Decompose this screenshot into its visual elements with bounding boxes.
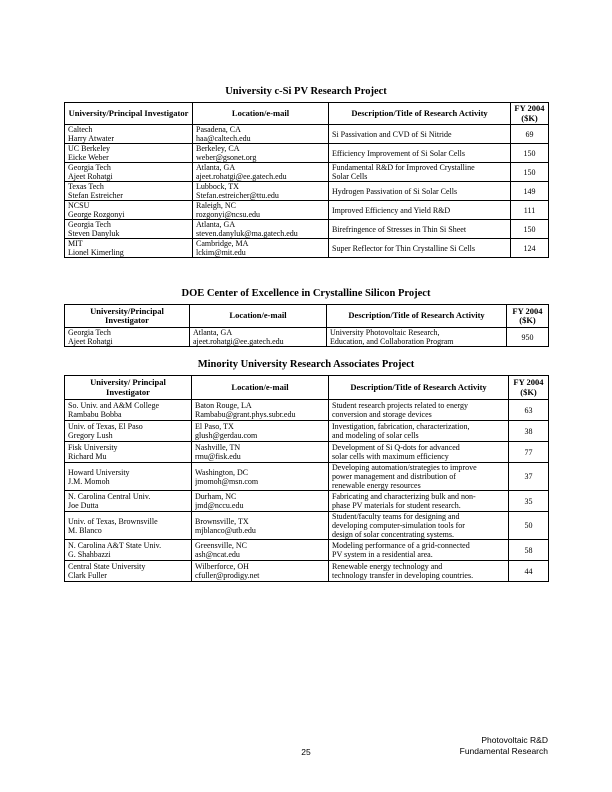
col-header-location: Location/e-mail — [192, 376, 329, 400]
cell-text: ash@ncat.edu — [195, 550, 240, 559]
location-cell — [192, 421, 329, 442]
cell-text: Ajeet Rohatgi — [68, 172, 113, 181]
investigator-cell — [65, 442, 192, 463]
cell-text: Univ. of Texas, El Paso — [68, 422, 143, 431]
cell-text: developing computer-simulation tools for — [332, 521, 465, 530]
cell-text: rozgonyi@ncsu.edu — [196, 210, 261, 219]
cell-text: Lionel Kimerling — [68, 248, 124, 257]
investigator-cell — [65, 220, 193, 239]
cell-text: lckim@mit.edu — [196, 248, 246, 257]
cell-text: Harry Atwater — [68, 134, 114, 143]
table-header-row — [65, 305, 549, 328]
cell-text: Hydrogen Passivation of Si Solar Cells — [332, 186, 458, 196]
location-cell — [192, 512, 329, 540]
description-cell — [329, 442, 509, 463]
description-cell — [329, 463, 509, 491]
cell-text: Fabricating and characterizing bulk and non- — [332, 492, 476, 501]
section-title-csi-pv: University c-Si PV Research Project — [225, 86, 387, 97]
cell-text: renewable energy resources — [332, 481, 421, 490]
investigator-cell — [65, 400, 192, 421]
table-row — [65, 561, 549, 582]
cell-text: Stefan.estreicher@ttu.edu — [196, 191, 279, 200]
cell-text: Howard University — [68, 467, 130, 477]
description-cell — [329, 239, 511, 258]
cell-text: Rambabu Bobba — [68, 410, 122, 419]
location-cell — [193, 239, 329, 258]
amount-cell: 44 — [509, 561, 549, 582]
cell-text: Improved Efficiency and Yield R&D — [332, 205, 451, 215]
table-row — [65, 328, 549, 347]
investigator-cell — [65, 512, 192, 540]
cell-text: J.M. Momoh — [68, 476, 110, 486]
section-title-doe-center: DOE Center of Excellence in Crystalline Silicon Project — [181, 288, 431, 299]
cell-text: phase PV materials for student research. — [332, 501, 461, 510]
cell-text: Efficiency Improvement of Si Solar Cells — [332, 148, 465, 158]
cell-text: Georgia Tech — [68, 163, 111, 172]
investigator-cell — [65, 421, 192, 442]
amount-cell: 50 — [509, 512, 549, 540]
cell-text: conversion and storage devices — [332, 410, 432, 419]
col-header-fy2004: FY 2004 ($K) — [509, 376, 549, 400]
investigator-cell — [65, 182, 193, 201]
location-cell — [192, 463, 329, 491]
table-row — [65, 540, 549, 561]
col-header-location: Location/e-mail — [190, 305, 327, 328]
cell-text: Super Reflector for Thin Crystalline Si Cells — [332, 243, 475, 253]
location-cell — [193, 163, 329, 182]
investigator-cell — [65, 201, 193, 220]
location-cell — [193, 144, 329, 163]
table-row — [65, 400, 549, 421]
cell-text: Student research projects related to energy — [332, 401, 469, 410]
table-row — [65, 220, 549, 239]
cell-text: mjblanco@utb.edu — [195, 525, 256, 535]
description-cell — [327, 328, 507, 347]
table-minority-univ — [64, 375, 549, 582]
cell-text: Education, and Collaboration Program — [330, 337, 454, 346]
location-cell — [193, 182, 329, 201]
cell-text: Fundamental R&D for Improved Crystalline — [332, 163, 475, 172]
location-cell — [190, 328, 327, 347]
col-header-investigator: University/Principal Investigator — [65, 103, 193, 125]
cell-text: ajeet.rohatgi@ee.gatech.edu — [196, 172, 287, 181]
location-cell — [192, 561, 329, 582]
table-row — [65, 421, 549, 442]
table-csi-pv — [64, 102, 549, 258]
cell-text: Washington, DC — [195, 467, 249, 477]
cell-text: rmu@fisk.edu — [195, 452, 241, 461]
table-row — [65, 182, 549, 201]
amount-cell: 38 — [509, 421, 549, 442]
cell-text: Richard Mu — [68, 452, 107, 461]
table-doe-center — [64, 304, 549, 347]
investigator-cell — [65, 491, 192, 512]
table-row — [65, 125, 549, 144]
table-row — [65, 512, 549, 540]
location-cell — [192, 442, 329, 463]
col-header-description: Description/Title of Research Activity — [327, 305, 507, 328]
cell-text: University Photovoltaic Research, — [330, 328, 440, 337]
cell-text: Greensville, NC — [195, 541, 247, 550]
table-header-row — [65, 376, 549, 400]
cell-text: Nashville, TN — [195, 443, 241, 452]
table-row — [65, 163, 549, 182]
location-cell — [192, 400, 329, 421]
cell-text: MIT — [68, 239, 83, 248]
description-cell — [329, 540, 509, 561]
cell-text: Modeling performance of a grid-connected — [332, 541, 470, 550]
cell-text: solar cells with maximum efficiency — [332, 452, 449, 461]
col-header-investigator: University/ Principal Investigator — [65, 376, 192, 400]
col-header-fy2004: FY 2004 ($K) — [507, 305, 549, 328]
investigator-cell — [65, 328, 190, 347]
amount-cell: 69 — [511, 125, 549, 144]
table-row — [65, 491, 549, 512]
amount-cell: 35 — [509, 491, 549, 512]
table-row — [65, 144, 549, 163]
cell-text: steven.danyluk@ma.gatech.edu — [196, 229, 298, 238]
description-cell — [329, 421, 509, 442]
description-cell — [329, 220, 511, 239]
cell-text: Central State University — [68, 562, 146, 571]
location-cell — [193, 125, 329, 144]
cell-text: Raleigh, NC — [196, 201, 236, 210]
amount-cell: 111 — [511, 201, 549, 220]
description-cell — [329, 201, 511, 220]
investigator-cell — [65, 163, 193, 182]
col-header-fy2004: FY 2004 ($K) — [511, 103, 549, 125]
cell-text: Atlanta, GA — [196, 163, 236, 172]
description-cell — [329, 512, 509, 540]
table-row — [65, 239, 549, 258]
cell-text: Lubbock, TX — [196, 182, 239, 191]
cell-text: Atlanta, GA — [196, 220, 236, 229]
location-cell — [193, 201, 329, 220]
cell-text: Caltech — [68, 125, 93, 134]
amount-cell: 150 — [511, 220, 549, 239]
location-cell — [192, 491, 329, 512]
cell-text: Baton Rouge, LA — [195, 401, 252, 410]
cell-text: Pasadena, CA — [196, 125, 241, 134]
investigator-cell — [65, 125, 193, 144]
cell-text: power management and distribution of — [332, 472, 456, 481]
cell-text: El Paso, TX — [195, 422, 234, 431]
cell-text: jmd@nccu.edu — [195, 501, 244, 510]
description-cell — [329, 144, 511, 163]
col-header-description: Description/Title of Research Activity — [329, 103, 511, 125]
section-title-minority-univ: Minority University Research Associates Project — [197, 359, 415, 370]
table-row — [65, 442, 549, 463]
col-header-location: Location/e-mail — [193, 103, 329, 125]
cell-text: Georgia Tech — [68, 220, 111, 229]
amount-cell: 77 — [509, 442, 549, 463]
investigator-cell — [65, 144, 193, 163]
cell-text: Texas Tech — [68, 182, 104, 191]
amount-cell: 37 — [509, 463, 549, 491]
cell-text: Investigation, fabrication, characterization, — [332, 422, 470, 431]
amount-cell: 150 — [511, 144, 549, 163]
footer-subsection-title: Fundamental Research — [459, 746, 548, 756]
table-header-row — [65, 103, 549, 125]
investigator-cell — [65, 540, 192, 561]
cell-text: G. Shahbazzi — [68, 550, 111, 559]
amount-cell: 63 — [509, 400, 549, 421]
cell-text: Steven Danyluk — [68, 229, 120, 238]
cell-text: jmomoh@msn.com — [195, 476, 259, 486]
cell-text: Ajeet Rohatgi — [68, 337, 113, 346]
cell-text: Development of Si Q-dots for advanced — [332, 443, 460, 452]
cell-text: and modeling of solar cells — [332, 431, 419, 440]
cell-text: UC Berkeley — [68, 144, 110, 153]
investigator-cell — [65, 463, 192, 491]
cell-text: Univ. of Texas, Brownsville — [68, 516, 158, 526]
cell-text: Atlanta, GA — [193, 328, 233, 337]
description-cell — [329, 491, 509, 512]
description-cell — [329, 163, 511, 182]
cell-text: glush@gerdau.com — [195, 431, 258, 440]
col-header-description: Description/Title of Research Activity — [329, 376, 509, 400]
cell-text: NCSU — [68, 201, 90, 210]
location-cell — [193, 220, 329, 239]
cell-text: Wilberforce, OH — [195, 562, 249, 571]
cell-text: N. Carolina Central Univ. — [68, 492, 151, 501]
cell-text: Durham, NC — [195, 492, 237, 501]
cell-text: Stefan Estreicher — [68, 191, 123, 200]
cell-text: PV system in a residential area. — [332, 550, 433, 559]
cell-text: weber@gsonet.org — [196, 153, 257, 162]
cell-text: N. Carolina A&T State Univ. — [68, 541, 162, 550]
cell-text: Eicke Weber — [68, 153, 109, 162]
cell-text: Berkeley, CA — [196, 144, 240, 153]
cell-text: Cambridge, MA — [196, 239, 249, 248]
cell-text: Brownsville, TX — [195, 516, 249, 526]
amount-cell: 124 — [511, 239, 549, 258]
amount-cell: 950 — [507, 328, 549, 347]
table-row — [65, 201, 549, 220]
cell-text: Clark Fuller — [68, 571, 107, 580]
cell-text: So. Univ. and A&M College — [68, 401, 160, 410]
description-cell — [329, 182, 511, 201]
cell-text: Solar Cells — [332, 172, 368, 181]
cell-text: Si Passivation and CVD of Si Nitride — [332, 129, 452, 139]
cell-text: Birefringence of Stresses in Thin Si Sheet — [332, 224, 467, 234]
cell-text: Georgia Tech — [68, 328, 111, 337]
amount-cell: 150 — [511, 163, 549, 182]
cell-text: Student/faculty teams for designing and — [332, 512, 460, 521]
col-header-investigator: University/Principal Investigator — [65, 305, 190, 328]
location-cell — [192, 540, 329, 561]
cell-text: technology transfer in developing countries. — [332, 571, 474, 580]
investigator-cell — [65, 561, 192, 582]
cell-text: Renewable energy technology and — [332, 562, 443, 571]
description-cell — [329, 561, 509, 582]
description-cell — [329, 400, 509, 421]
cell-text: Joe Dutta — [68, 501, 99, 510]
footer-section-title: Photovoltaic R&D — [481, 735, 548, 745]
cell-text: Fisk University — [68, 443, 118, 452]
cell-text: haa@caltech.edu — [196, 134, 251, 143]
amount-cell: 149 — [511, 182, 549, 201]
table-row — [65, 463, 549, 491]
cell-text: M. Blanco — [68, 525, 102, 535]
page-number: 25 — [301, 747, 311, 757]
cell-text: ajeet.rohatgi@ee.gatech.edu — [193, 337, 284, 346]
amount-cell: 58 — [509, 540, 549, 561]
cell-text: George Rozgonyi — [68, 210, 125, 219]
cell-text: Gregory Lush — [68, 431, 113, 440]
cell-text: Rambabu@grant.phys.subr.edu — [195, 410, 296, 419]
cell-text: Developing automation/strategies to improve — [332, 463, 477, 472]
cell-text: design of solar concentrating systems. — [332, 530, 454, 539]
description-cell — [329, 125, 511, 144]
investigator-cell — [65, 239, 193, 258]
cell-text: cfuller@prodigy.net — [195, 571, 260, 580]
